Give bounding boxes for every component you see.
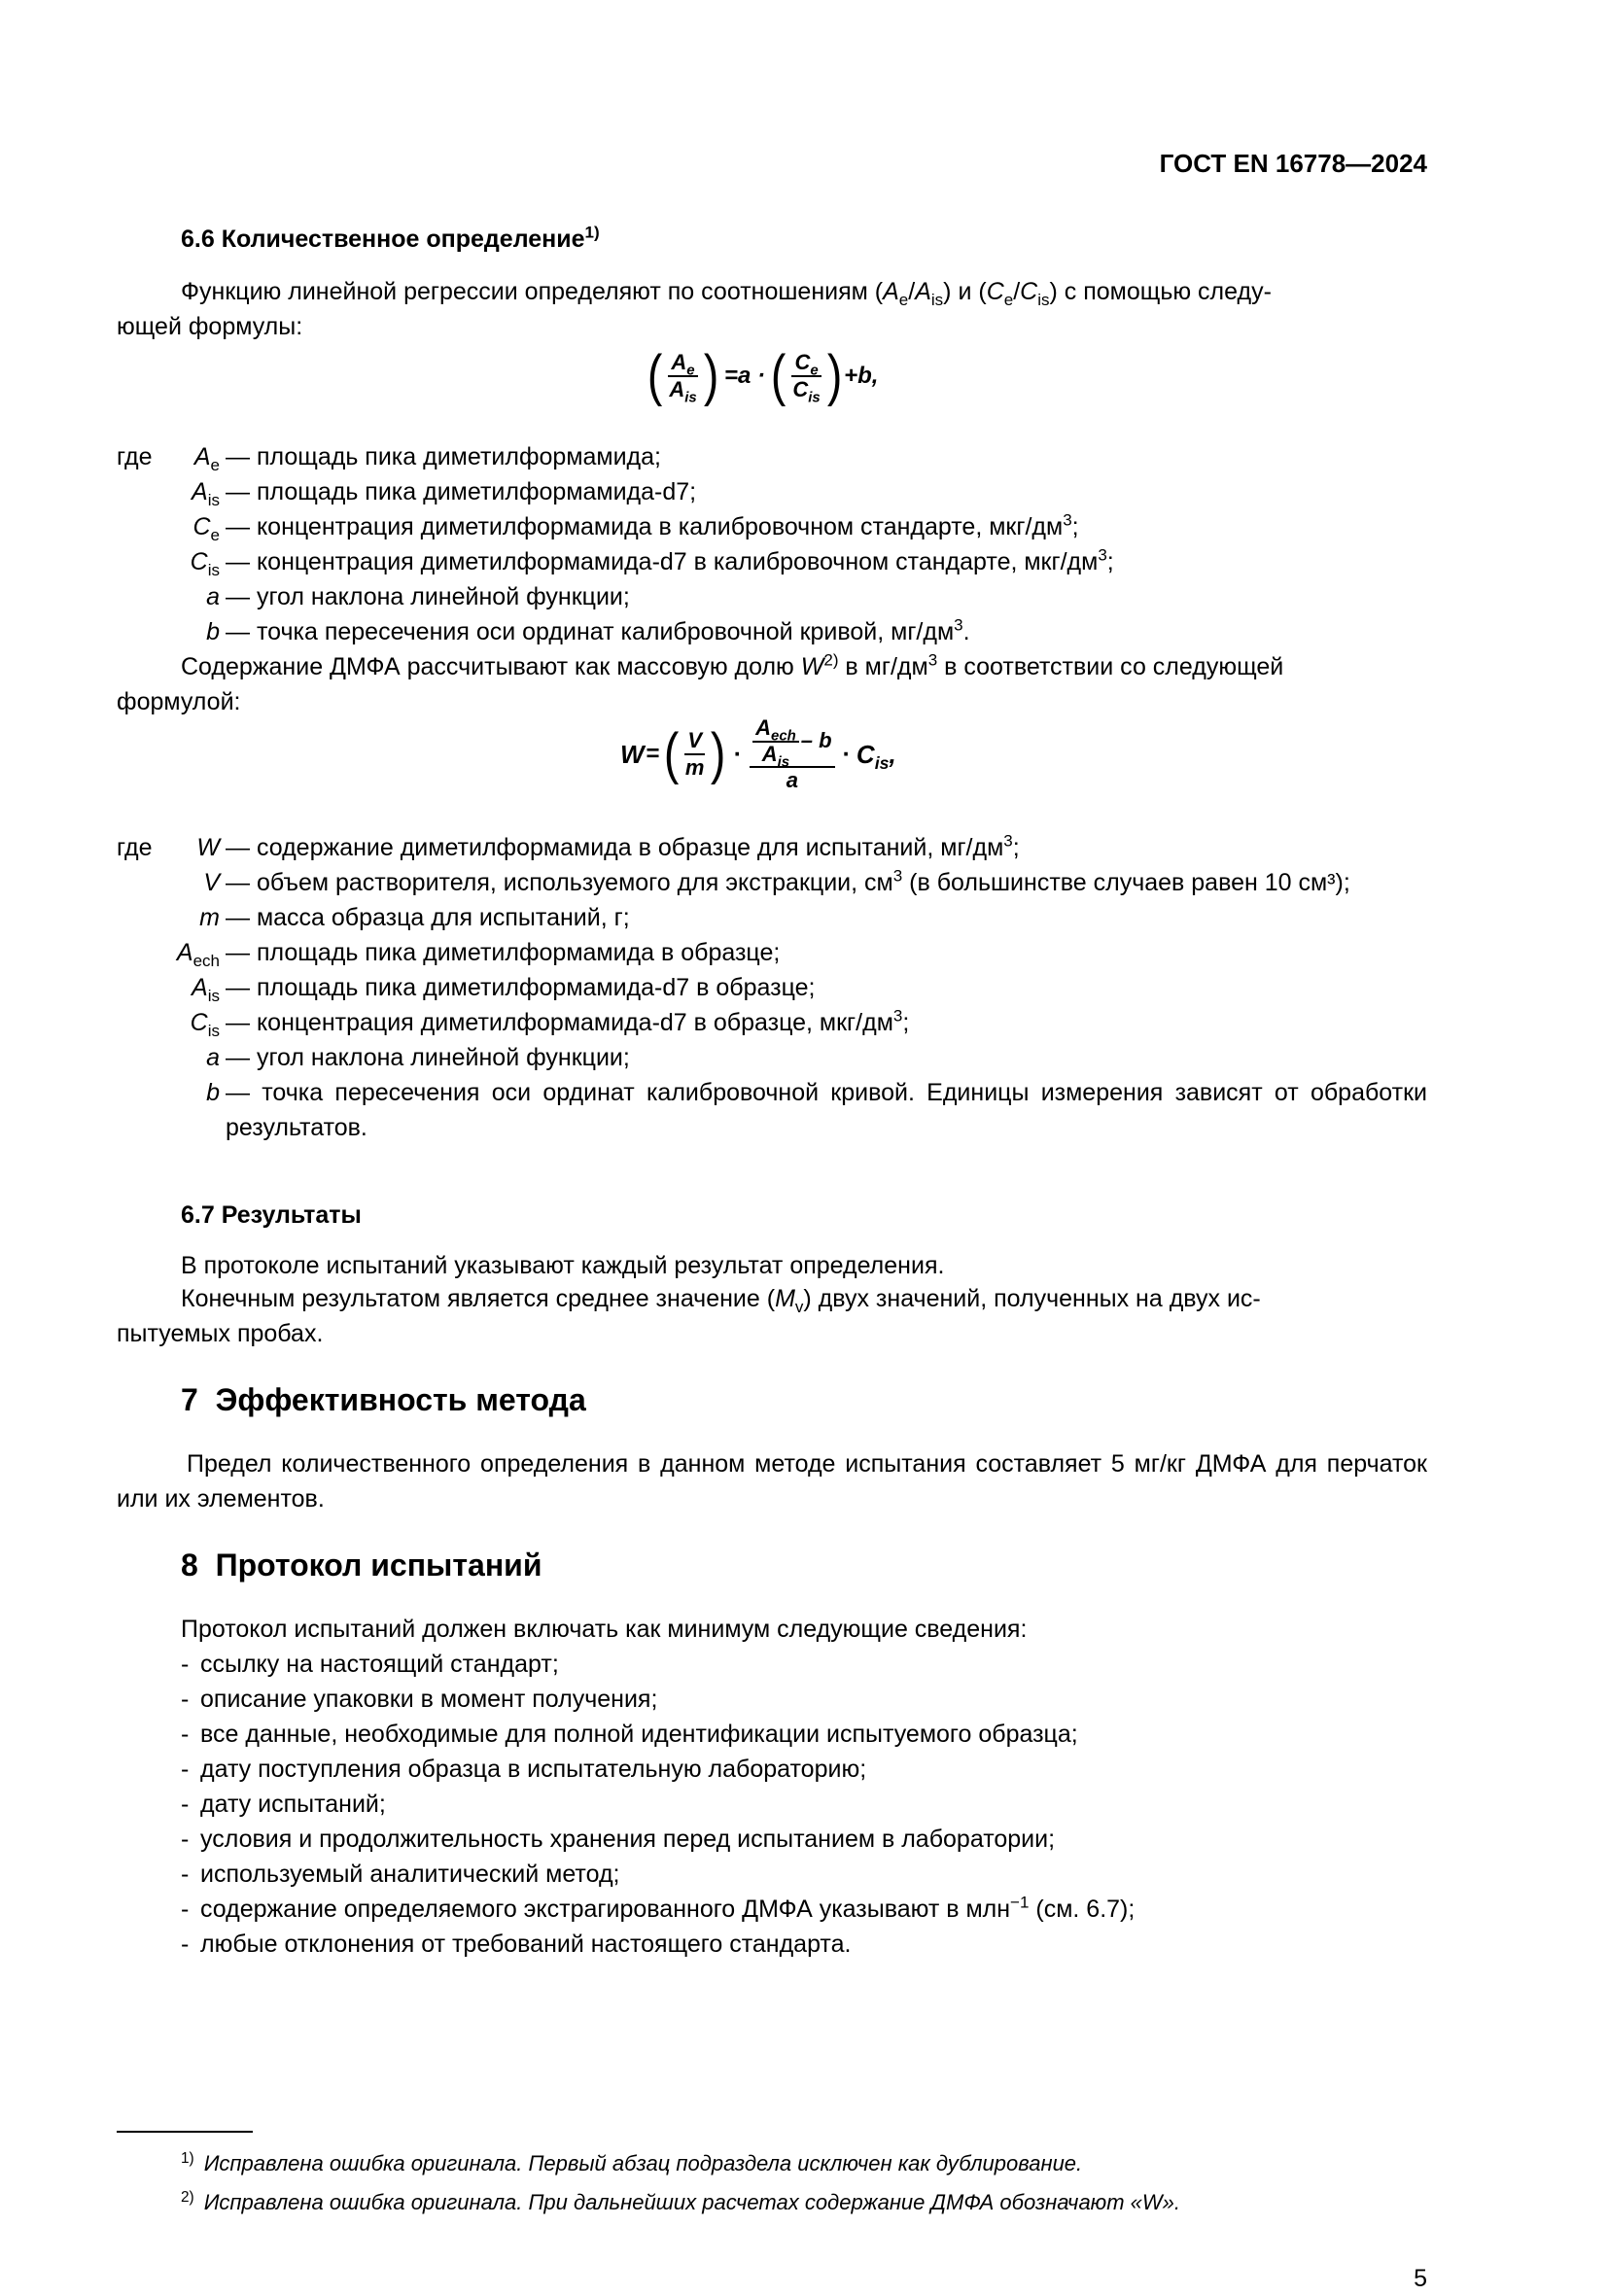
intro-line-1: Функцию линейной регрессии определяют по соотношениям $(A_e/A_{is})$ и $(C_e/C_{is})$ с помощью следу- — [181, 278, 1272, 309]
definition-text: — концентрация диметилформамида-d7 в образце, мкг/$дм^3$; — [226, 1006, 910, 1036]
definition-text: — площадь пика диметилформамида-d7 в образце; — [226, 974, 816, 1001]
definition-text: — угол наклона линейной функции; — [226, 583, 630, 610]
definition-symbol: $C_{is}$ — [190, 1009, 220, 1040]
list-item: - все данные, необходимые для полной идентификации испытуемого образца; — [181, 1721, 1078, 1748]
definition-symbol: $C_{is}$ — [190, 548, 220, 579]
definition-row — [0, 1005, 1608, 1040]
list-item: - дату поступления образца в испытательную лабораторию; — [181, 1756, 867, 1783]
list-item: - ссылку на настоящий стандарт; — [181, 1651, 559, 1678]
section-8-intro: Протокол испытаний должен включать как минимум следующие сведения: — [181, 1616, 1028, 1643]
intro-text: ) и ( — [943, 278, 987, 305]
definition-text: — точка пересечения оси ординат калибровочной кривой, $мг/дм^3$. — [226, 615, 970, 645]
intro-text: Функцию линейной регрессии определяют по соотношениям ( — [181, 278, 884, 305]
definition-symbol: b — [206, 1079, 220, 1106]
section-number: 6.6 — [181, 226, 215, 253]
where-label-2: где — [117, 834, 153, 861]
definition-row — [0, 579, 1608, 614]
definition-text: — концентрация диметилформамида в калибровочном стандарте, мкг/$дм^3$; — [226, 510, 1079, 540]
section-6-6-heading — [181, 222, 600, 257]
section-6-7-heading: 6.7 Результаты — [181, 1201, 362, 1229]
definition-symbol: V — [203, 869, 220, 896]
results-p2-line1: Конечным результатом является среднее значение $(M_v)$ двух значений, полученных на двух ис- — [181, 1285, 1261, 1316]
list-item: - описание упаковки в момент получения; — [181, 1686, 658, 1713]
definition-text: — площадь пика диметилформамида в образце; — [226, 939, 781, 966]
definition-text: — концентрация диметилформамида-d7 в калибровочном стандарте, мкг/$дм^3$; — [226, 545, 1114, 575]
list-item: - используемый аналитический метод; — [181, 1861, 620, 1888]
list-item: - содержание определяемого экстрагированного ДМФА указывают в млн$^{-1}$ (см. 6.7); — [181, 1893, 1136, 1923]
definition-text: — масса образца для испытаний, г; — [226, 904, 630, 931]
definition-text: — точка пересечения оси ординат калибровочной кривой. Единицы измерения зависят от обработки результатов. — [226, 1079, 1427, 1141]
results-p2-line2: пытуемых пробах. — [117, 1320, 324, 1347]
definition-row — [0, 509, 1608, 544]
definition-symbol: a — [206, 1044, 220, 1071]
definition-text: — угол наклона линейной функции; — [226, 1044, 630, 1071]
footnote: $^{2)}$ Исправлена ошибка оригинала. При дальнейших расчетах содержание ДМФА обозначают «W». — [181, 2188, 1181, 2214]
section-7-heading: 7 Эффективность метода — [181, 1382, 586, 1417]
standard-code: ГОСТ EN 16778—2024 — [1159, 149, 1427, 178]
definition-row — [0, 935, 1608, 970]
content-formula: W = ( $\frac{V}{m}$ ) · $\frac{A_{ech}}{A_{is}}$ – b a · $C_{is}$, — [620, 715, 896, 792]
definition-symbol: a — [206, 583, 220, 610]
definition-text: — содержание диметилформамида в образце для испытаний, $мг/дм^3$; — [226, 831, 1020, 861]
definition-text: — объем растворителя, используемого для экстракции, $см^3$ (в большинстве случаев равен 10 см³); — [226, 866, 1350, 896]
results-p1: В протоколе испытаний указывают каждый результат определения. — [181, 1252, 945, 1279]
section-8-heading: 8 Протокол испытаний — [181, 1548, 542, 1583]
definition-symbol: b — [206, 618, 220, 645]
list-item: - дату испытаний; — [181, 1791, 386, 1818]
definition-text: — площадь пика диметилформамида; — [226, 443, 661, 470]
definition-row — [0, 439, 1608, 474]
definition-symbol: $A_{ech}$ — [176, 939, 220, 970]
definition-symbol: m — [199, 904, 220, 931]
definition-symbol: $A_{is}$ — [192, 974, 220, 1005]
footnote-separator — [117, 2131, 253, 2133]
list-item: - любые отклонения от требований настоящего стандарта. — [181, 1931, 852, 1958]
definition-row — [0, 1075, 1608, 1141]
definition-row — [0, 900, 1608, 935]
intro-line-2: ющей формулы: — [117, 313, 303, 340]
where-label: где — [117, 443, 153, 470]
definition-row — [0, 474, 1608, 509]
definition-symbol: W — [196, 834, 220, 861]
regression-formula: ( $\frac{A_e}{A_{is}}$ ) =a · ( $\frac{C_e}{C_{is}}$ ) +b, — [647, 344, 879, 407]
definition-row — [0, 1040, 1608, 1075]
section-7-text: Предел количественного определения в данном методе испытания составляет 5 мг/кг ДМФА для перчаток или их элементов. — [117, 1450, 1427, 1513]
definition-symbol: $C_e$ — [192, 513, 220, 544]
definition-symbol: $A_e$ — [193, 443, 220, 474]
intro-text: ) с помощью следу- — [1049, 278, 1272, 305]
definition-row — [0, 865, 1608, 900]
definition-row — [0, 544, 1608, 579]
definition-text: — площадь пика диметилформамида-d7; — [226, 478, 697, 505]
footnote: $^{1)}$ Исправлена ошибка оригинала. Первый абзац подраздела исключен как дублирование. — [181, 2149, 1083, 2175]
definition-symbol: $A_{is}$ — [192, 478, 220, 509]
list-item: - условия и продолжительность хранения перед испытанием в лаборатории; — [181, 1826, 1056, 1853]
definition-row — [0, 830, 1608, 865]
content-line-1: Содержание ДМФА рассчитывают как массовую долю $W^{2)}$ в $мг/дм^3$ в соответствии со следующей — [181, 650, 1284, 680]
page-number: 5 — [1414, 2265, 1427, 2292]
definition-row — [0, 614, 1608, 649]
section-title: Количественное определение — [221, 226, 585, 253]
content-line-2: формулой: — [117, 688, 241, 715]
footnote-ref: 1) — [584, 223, 600, 242]
definition-row — [0, 970, 1608, 1005]
